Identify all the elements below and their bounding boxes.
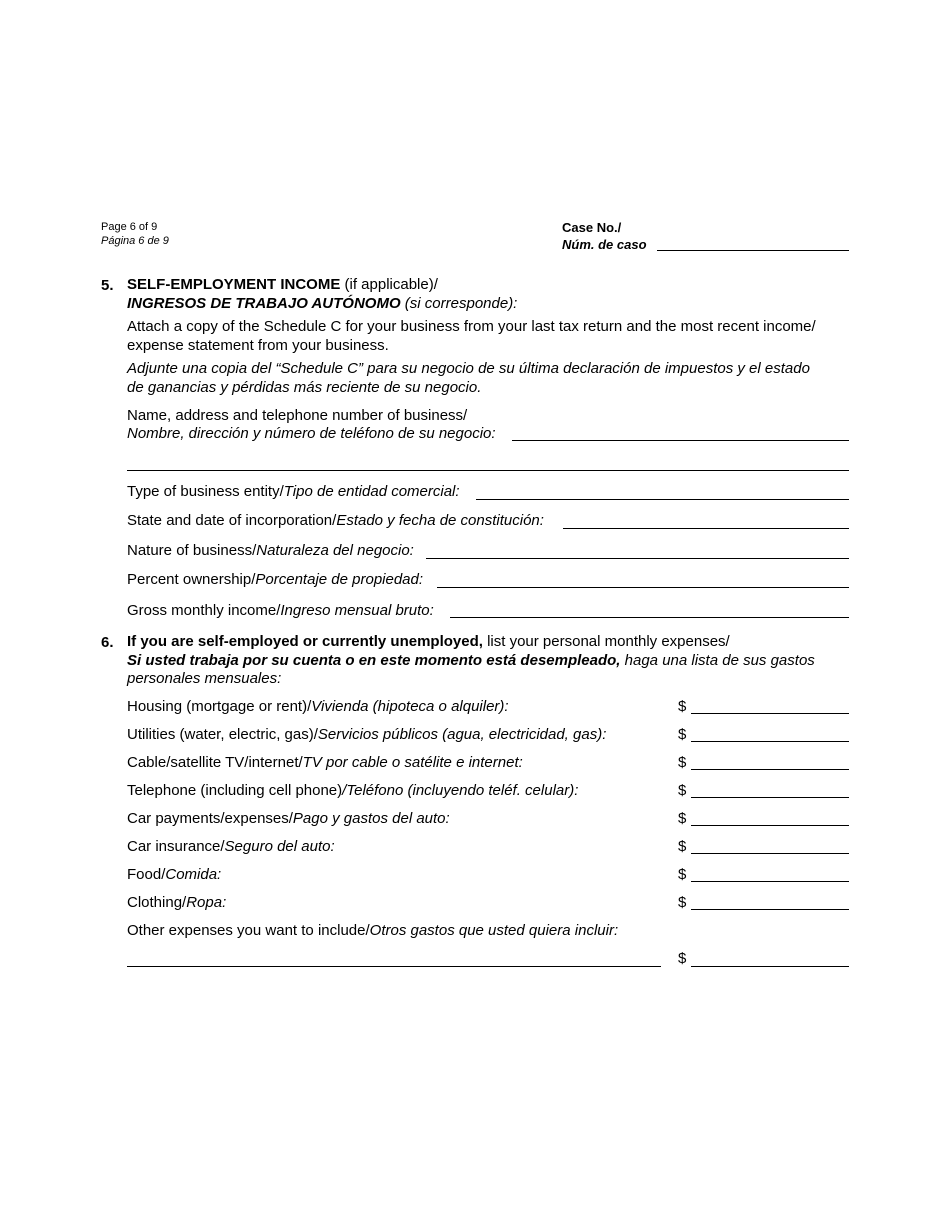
nature-of-business-label — [127, 542, 414, 559]
nature-of-business-field[interactable] — [426, 558, 849, 559]
case-number-label: Case No./ — [562, 220, 622, 235]
expense-cable-field[interactable] — [691, 769, 849, 770]
incorporation-label — [127, 512, 544, 529]
expense-car-insurance-label-es: Seguro del auto: — [224, 838, 335, 855]
page-number-es: Página 6 de 9 — [101, 235, 169, 247]
gross-income-field[interactable] — [450, 617, 849, 618]
incorporation-field[interactable] — [563, 528, 849, 529]
currency-symbol: $ — [678, 894, 687, 911]
currency-symbol: $ — [678, 782, 687, 799]
expense-car-payments-field[interactable] — [691, 825, 849, 826]
attach-instruction-es-2: de ganancias y pérdidas más reciente de su negocio. — [127, 379, 482, 396]
percent-ownership-label-es: Porcentaje de propiedad: — [255, 571, 424, 588]
page-number: Page 6 of 9 — [101, 221, 158, 233]
expense-car-insurance-label-en: Car insurance/ — [127, 838, 225, 855]
expense-food-field[interactable] — [691, 881, 849, 882]
attach-instruction-en-1: Attach a copy of the Schedule C for your business from your last tax return and the most recent income/ — [127, 318, 816, 335]
section-6-intro-es-2: personales mensuales: — [127, 670, 282, 687]
expense-cable-label-es: TV por cable o satélite e internet: — [302, 754, 523, 771]
section-6-intro-es-rest: haga una lista de sus gastos — [620, 652, 815, 669]
percent-ownership-label — [127, 571, 423, 588]
expense-other-label-es: Otros gastos que usted quiera incluir: — [369, 922, 619, 939]
expense-cable-label-en: Cable/satellite TV/internet/ — [127, 754, 303, 771]
nature-of-business-label-en: Nature of business/ — [127, 542, 257, 559]
expense-car-insurance-field[interactable] — [691, 853, 849, 854]
incorporation-label-es: Estado y fecha de constitución: — [336, 512, 544, 529]
expense-car-payments-label-en: Car payments/expenses/ — [127, 810, 293, 827]
expense-food-label — [127, 866, 221, 883]
percent-ownership-field[interactable] — [437, 587, 849, 588]
gross-income-label — [127, 602, 434, 619]
currency-symbol: $ — [678, 950, 687, 967]
business-entity-field[interactable] — [476, 499, 849, 500]
expense-telephone-label-en: Telephone (including cell phone) — [127, 782, 343, 799]
expense-car-payments-label-es: Pago y gastos del auto: — [292, 810, 450, 827]
expense-cable-label — [127, 754, 523, 771]
expense-clothing-field[interactable] — [691, 909, 849, 910]
business-name-field-line-2[interactable] — [127, 470, 849, 471]
percent-ownership-label-en: Percent ownership/ — [127, 571, 256, 588]
currency-symbol: $ — [678, 698, 687, 715]
business-entity-label — [127, 483, 460, 500]
expense-other-amount-field[interactable] — [691, 966, 849, 967]
expense-clothing-label-en: Clothing/ — [127, 894, 187, 911]
expense-telephone-label-es: /Teléfono (incluyendo teléf. celular): — [342, 782, 579, 799]
expense-other-label-en: Other expenses you want to include/ — [127, 922, 370, 939]
expense-telephone-field[interactable] — [691, 797, 849, 798]
expense-car-insurance-label — [127, 838, 335, 855]
expense-clothing-label — [127, 894, 226, 911]
section-5-title — [127, 276, 438, 293]
section-5-number: 5. — [101, 277, 114, 294]
expense-utilities-label — [127, 726, 606, 743]
section-5-title-es-row — [127, 295, 517, 312]
expense-housing-label-en: Housing (mortgage or rent)/ — [127, 698, 312, 715]
expense-car-payments-label — [127, 810, 450, 827]
gross-income-label-en: Gross monthly income/ — [127, 602, 281, 619]
case-number-label-es: Núm. de caso — [562, 237, 647, 252]
section-5-title-en-suffix: (if applicable)/ — [340, 276, 438, 293]
case-number-field[interactable] — [657, 250, 849, 251]
section-6-intro-en-rest: list your personal monthly expenses/ — [482, 633, 730, 650]
business-entity-label-es: Tipo de entidad comercial: — [283, 483, 460, 500]
expense-food-label-en: Food/ — [127, 866, 166, 883]
business-name-field[interactable] — [512, 440, 849, 441]
section-6-intro-en-bold: If you are self-employed or currently unemployed, — [127, 633, 483, 650]
expense-utilities-label-en: Utilities (water, electric, gas)/ — [127, 726, 318, 743]
expense-housing-field[interactable] — [691, 713, 849, 714]
section-5-title-es-suffix: (si corresponde): — [400, 295, 518, 312]
business-name-label-es: Nombre, dirección y número de teléfono de su negocio: — [127, 425, 496, 442]
attach-instruction-es-1: Adjunte una copia del “Schedule C” para su negocio de su última declaración de impuestos y el estado — [127, 360, 810, 377]
business-entity-label-en: Type of business entity/ — [127, 483, 284, 500]
expense-other-description-field[interactable] — [127, 966, 661, 967]
expense-utilities-field[interactable] — [691, 741, 849, 742]
section-6-intro-es-bold: Si usted trabaja por su cuenta o en este momento está desempleado, — [127, 652, 621, 669]
section-5-title-en: SELF-EMPLOYMENT INCOME — [127, 276, 341, 293]
expense-utilities-label-es: Servicios públicos (agua, electricidad, gas): — [317, 726, 607, 743]
section-5-title-es: INGRESOS DE TRABAJO AUTÓNOMO — [127, 295, 401, 312]
expense-food-label-es: Comida: — [165, 866, 222, 883]
currency-symbol: $ — [678, 810, 687, 827]
expense-telephone-label — [127, 782, 578, 799]
currency-symbol: $ — [678, 726, 687, 743]
business-name-label-en: Name, address and telephone number of business/ — [127, 407, 468, 424]
incorporation-label-en: State and date of incorporation/ — [127, 512, 337, 529]
currency-symbol: $ — [678, 866, 687, 883]
attach-instruction-en-2: expense statement from your business. — [127, 337, 389, 354]
currency-symbol: $ — [678, 754, 687, 771]
expense-other-label — [127, 922, 618, 939]
expense-clothing-label-es: Ropa: — [186, 894, 227, 911]
section-6-number: 6. — [101, 634, 114, 651]
expense-housing-label — [127, 698, 509, 715]
gross-income-label-es: Ingreso mensual bruto: — [280, 602, 434, 619]
expense-housing-label-es: Vivienda (hipoteca o alquiler): — [311, 698, 509, 715]
section-6-intro-en — [127, 633, 730, 650]
section-6-intro-es — [127, 652, 815, 669]
currency-symbol: $ — [678, 838, 687, 855]
nature-of-business-label-es: Naturaleza del negocio: — [256, 542, 414, 559]
